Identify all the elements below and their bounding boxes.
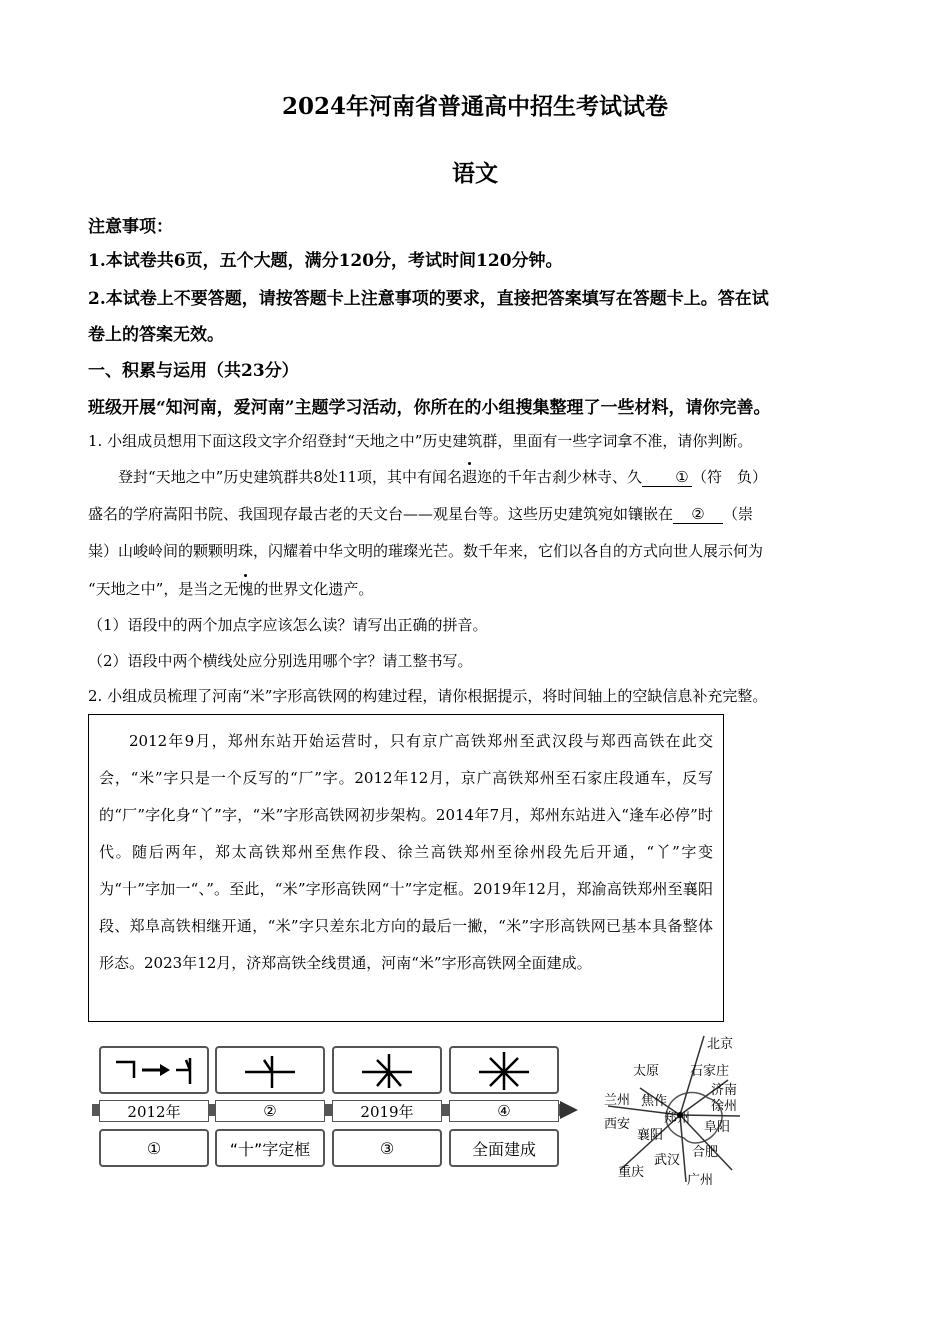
blank-2: ② [673,505,723,524]
map-city-jiaozuo: 焦作 [641,1094,668,1109]
map-city-guangzhou: 广州 [687,1173,714,1188]
blank-1: ① [642,468,692,487]
notice-heading: 注意事项： [88,217,173,237]
notice-item-1: 1.本试卷共6页，五个大题，满分120分，考试时间120分钟。 [88,251,563,271]
notice-item-2-line1: 2.本试卷上不要答题，请按答题卡上注意事项的要求，直接把答案填写在答题卡上。答在试 [88,289,769,309]
q1-text: “天地之中”，是当之无 [88,580,239,598]
timeline-event-4: 全面建成 [449,1129,559,1167]
section-intro: 班级开展“知河南，爱河南”主题学习活动，你所在的小组搜集整理了一些材料，请你完善。 [88,398,771,418]
dotted-char-1: 遐 [461,468,477,486]
mi-glyph-icon [454,1050,554,1090]
map-city-wuhan: 武汉 [654,1153,681,1168]
mi-almost-glyph-icon [337,1050,437,1090]
question-1-stem: 1. 小组成员想用下面这段文字介绍登封“天地之中”历史建筑群，里面有一些字词拿不准，请你判断。 [88,432,753,450]
timeline-arrow-icon [560,1101,578,1119]
timeline-year-3: 2019年 [332,1100,442,1122]
glyph-stage-3 [332,1046,442,1094]
map-city-shijiazhuang: 石家庄 [690,1064,730,1079]
map-city-zhengzhou: 郑州 [664,1111,691,1126]
q1-text: 盛名的学府嵩阳书院、我国现存最古老的天文台——观星台等。这些历史建筑宛如镶嵌在 [88,505,674,523]
map-city-fuyang: 阜阳 [704,1120,731,1135]
map-city-xiangyang: 襄阳 [637,1128,664,1143]
map-city-taiyuan: 太原 [633,1064,660,1079]
q1-text: （崇 [723,505,754,523]
glyph-stage-4 [449,1046,559,1094]
map-city-beijing: 北京 [707,1037,734,1052]
page-title: 2024年河南省普通高中招生考试试卷 [281,93,668,120]
map-city-xuzhou: 徐州 [711,1099,738,1114]
map-city-chongqing: 重庆 [618,1165,645,1180]
timeline-event-1: ① [99,1129,209,1167]
timeline-event-2: “十”字定框 [215,1129,325,1167]
timeline-year-2: ② [215,1100,325,1122]
map-city-xian: 西安 [604,1117,631,1132]
timeline-event-3: ③ [332,1129,442,1167]
section-heading: 一、积累与运用（共23分） [88,361,299,381]
notice-item-2-line2: 卷上的答案无效。 [88,325,224,345]
railway-passage: 2012年9月，郑州东站开始运营时，只有京广高铁郑州至武汉段与郑西高铁在此交会，“米”字只是一个反写的“厂”字。2012年12月，京广高铁郑州至石家庄段通车，反写的“厂”字化身“丫”字，“米”字形高铁网初步架构。2014年7月，郑州东站进入“逢车必停”时代。随后两年，郑太高铁郑州至焦作段、徐兰高铁郑州至徐州段先后开通，“丫”字变为“十”字加一“、”。至此，“米”字形高铁网“十”字定框。2019年12月，郑渝高铁郑州至襄阳段、郑阜高铁相继开通，“米”字只差东北方向的最后一撇，“米”字形高铁网已基本具备整体形态。2023年12月，济郑高铁全线贯通，河南“米”字形高铁网全面建成。 [99,732,713,972]
map-city-lanzhou: 兰州 [604,1093,631,1108]
glyph-stage-2 [215,1046,325,1094]
railway-passage-box [88,714,724,1022]
q1-sub-1: （1）语段中的两个加点字应该怎么读？请写出正确的拼音。 [88,616,488,634]
q1-text: （符 负） [692,468,768,486]
q1-passage-line1 [88,466,868,487]
q1-text: 登封“天地之中”历史建筑群共8处11项，其中有闻名 [118,468,462,486]
reversed-chang-to-ya-icon [104,1050,204,1090]
q1-passage-line3: 粜）山峻岭间的颗颗明珠，闪耀着中华文明的璀璨光芒。数千年来，它们以各自的方式向世人展示何为 [88,542,764,560]
dotted-char-2: 愧 [238,580,254,598]
q1-passage-line4 [88,578,868,599]
map-city-hefei: 合肥 [692,1145,719,1160]
timeline-year-4: ④ [449,1100,559,1122]
map-city-jinan: 济南 [711,1083,738,1098]
q1-sub-2: （2）语段中两个横线处应分别选用哪个字？请工整书写。 [88,652,473,670]
q1-text: 的世界文化遗产。 [253,580,374,598]
q1-passage-line2 [88,503,868,524]
subject-title: 语文 [452,160,498,187]
question-2-stem: 2. 小组成员梳理了河南“米”字形高铁网的构建过程，请你根据提示，将时间轴上的空缺信息补充完整。 [88,687,768,705]
timeline-year-1: 2012年 [99,1100,209,1122]
cross-glyph-icon [220,1050,320,1090]
glyph-stage-1 [99,1046,209,1094]
q1-text: 迩的千年古刹少林寺、久 [477,468,643,486]
